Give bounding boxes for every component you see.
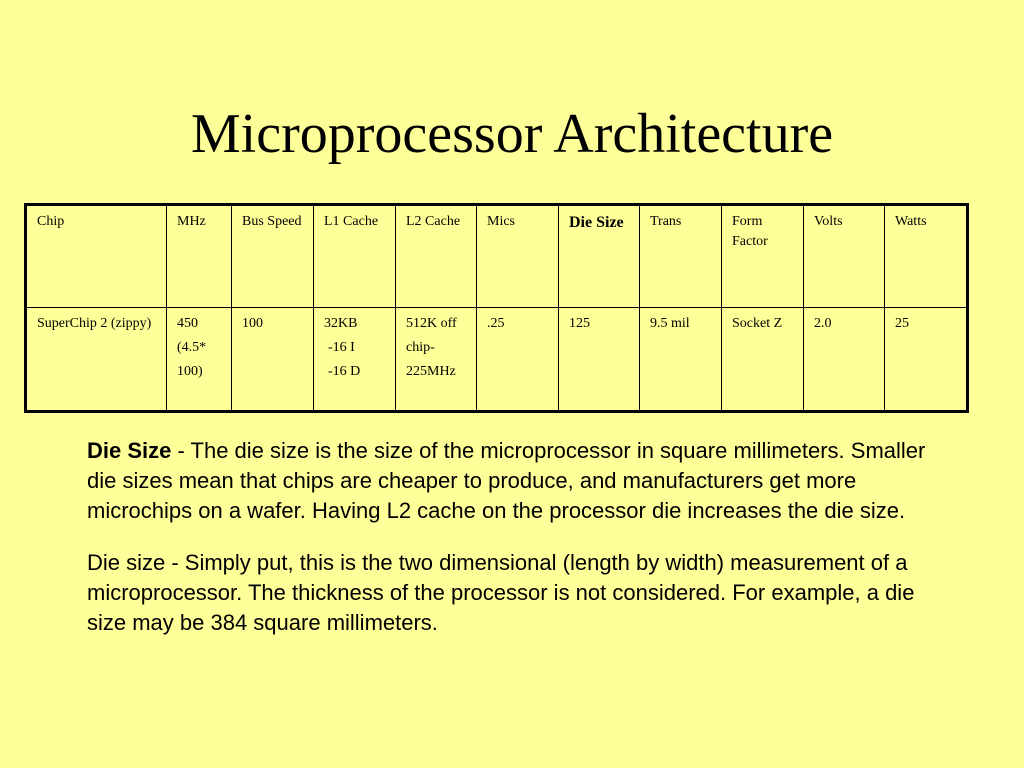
cell-bus-speed: 100 xyxy=(232,308,314,412)
die-size-explanation: Die size - Simply put, this is the two dimensional (length by width) measurement of a microprocessor. The thickness of the processor is not considered. For example, a die size may be 384 square millimeters. xyxy=(87,550,915,635)
header-cell-l2-cache: L2 Cache xyxy=(396,205,477,308)
cell-trans: 9.5 mil xyxy=(640,308,722,412)
header-cell-mics: Mics xyxy=(477,205,559,308)
cell-l1-cache xyxy=(314,308,396,412)
cell-form-factor: Socket Z xyxy=(722,308,804,412)
cell-mhz-line: (4.5* xyxy=(177,340,207,355)
cell-l1-line: -16 I xyxy=(328,340,355,355)
table-header-row xyxy=(26,205,968,308)
die-size-definition-text: - The die size is the size of the microprocessor in square millimeters. Smaller die sizes mean that chips are cheaper to produce, and manufacturers get more microchips on a wafer. Having L2 cache on the processor die increases the die size. xyxy=(87,438,926,523)
table-row xyxy=(26,308,968,412)
cell-mics: .25 xyxy=(477,308,559,412)
die-size-definition xyxy=(87,436,947,526)
header-cell-volts: Volts xyxy=(804,205,885,308)
cell-l2-cache xyxy=(396,308,477,412)
cell-mhz-line: 100) xyxy=(177,364,203,379)
cell-volts: 2.0 xyxy=(804,308,885,412)
header-cell-trans: Trans xyxy=(640,205,722,308)
header-cell-chip: Chip xyxy=(26,205,167,308)
cell-l2-line: 512K off xyxy=(406,316,457,331)
notes-block xyxy=(87,436,947,660)
header-cell-l1-cache: L1 Cache xyxy=(314,205,396,308)
cell-l1-line: -16 D xyxy=(328,364,361,379)
header-cell-form-factor: Form Factor xyxy=(722,205,804,308)
die-size-header-label: Die Size xyxy=(569,214,624,231)
cell-watts: 25 xyxy=(885,308,968,412)
header-cell-bus-speed: Bus Speed xyxy=(232,205,314,308)
cell-die-size: 125 xyxy=(559,308,640,412)
die-size-term: Die Size xyxy=(87,438,172,463)
cell-l1-line: 32KB xyxy=(324,316,358,331)
cell-mhz xyxy=(167,308,232,412)
cell-l2-line: 225MHz xyxy=(406,364,456,379)
header-cell-mhz: MHz xyxy=(167,205,232,308)
header-cell-die-size xyxy=(559,205,640,308)
header-cell-watts: Watts xyxy=(885,205,968,308)
cell-chip: SuperChip 2 (zippy) xyxy=(26,308,167,412)
cell-mhz-line: 450 xyxy=(177,316,198,331)
cell-l2-line: chip- xyxy=(406,340,435,355)
slide-title: Microprocessor Architecture xyxy=(190,103,834,165)
spec-table xyxy=(24,203,969,413)
